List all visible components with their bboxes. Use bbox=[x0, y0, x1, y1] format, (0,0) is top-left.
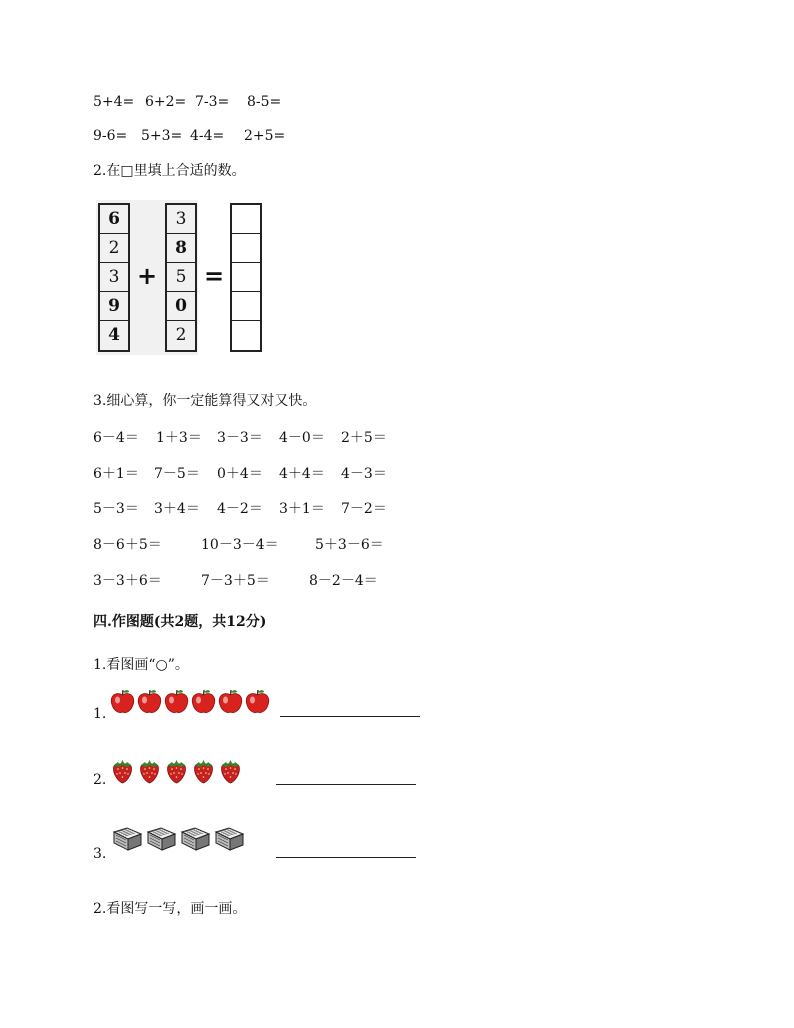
strawberry-icon bbox=[110, 757, 135, 784]
middle-number-column bbox=[165, 203, 197, 352]
equation: 3－3＝ bbox=[217, 430, 263, 446]
q3-row-4 bbox=[93, 536, 413, 554]
number-cell: 3 bbox=[100, 263, 128, 292]
answer-cell[interactable] bbox=[232, 263, 260, 292]
book-icon bbox=[213, 826, 245, 852]
answer-line[interactable] bbox=[276, 857, 416, 858]
answer-column bbox=[230, 203, 262, 352]
equation: 7－3＋5＝ bbox=[201, 573, 270, 589]
q3-row-1 bbox=[93, 429, 413, 447]
apple-icon bbox=[191, 689, 216, 715]
equation: 4＋4＝ bbox=[279, 466, 325, 482]
equation: 8-5= bbox=[247, 94, 282, 110]
equation: 7－2＝ bbox=[341, 501, 387, 517]
equals-sign: = bbox=[204, 262, 225, 290]
answer-cell[interactable] bbox=[232, 321, 260, 350]
equation: 8－2－4＝ bbox=[309, 573, 378, 589]
equation: 3＋1＝ bbox=[279, 501, 325, 517]
q4-1-title: 1.看图画“○”。 bbox=[93, 657, 189, 673]
apple-icon bbox=[245, 689, 270, 715]
number-cell: 9 bbox=[100, 292, 128, 321]
book-icon bbox=[145, 826, 177, 852]
answer-cell[interactable] bbox=[232, 205, 260, 234]
q4-2-title: 2.看图写一写，画一画。 bbox=[93, 901, 247, 917]
number-cell: 4 bbox=[108, 325, 120, 345]
equation: 4－2＝ bbox=[217, 501, 263, 517]
strawberry-icon bbox=[137, 757, 162, 784]
equation: 5＋3－6＝ bbox=[315, 537, 384, 553]
number-cell: 2 bbox=[100, 234, 128, 263]
number-cell: 2 bbox=[175, 325, 187, 345]
equation: 0＋4＝ bbox=[217, 466, 263, 482]
strawberry-icon bbox=[218, 757, 243, 784]
equation: 5－3＝ bbox=[93, 501, 139, 517]
answer-line[interactable] bbox=[276, 784, 416, 785]
apple-icon bbox=[218, 689, 243, 715]
apple-icon bbox=[164, 689, 189, 715]
answer-cell[interactable] bbox=[232, 234, 260, 263]
equation: 7－5＝ bbox=[154, 466, 200, 482]
number-cell: 5 bbox=[167, 263, 195, 292]
left-number-column bbox=[98, 203, 130, 352]
q2-title: 2.在□里填上合适的数。 bbox=[93, 163, 246, 179]
q3-title: 3.细心算，你一定能算得又对又快。 bbox=[93, 393, 317, 409]
equation: 7-3= bbox=[195, 94, 230, 110]
apple-icon bbox=[137, 689, 162, 715]
item-label: 1. bbox=[93, 706, 107, 722]
equation: 2+5= bbox=[244, 128, 286, 144]
apple-icon bbox=[110, 689, 135, 715]
number-cell: 3 bbox=[167, 205, 195, 234]
equation: 8－6＋5＝ bbox=[93, 537, 162, 553]
equation: 6+2= bbox=[145, 94, 187, 110]
equation: 3－3＋6＝ bbox=[93, 573, 162, 589]
q1-row-1 bbox=[93, 93, 393, 111]
item-label: 3. bbox=[93, 846, 107, 862]
equation: 3＋4＝ bbox=[154, 501, 200, 517]
number-cell: 0 bbox=[167, 292, 195, 321]
equation: 6＋1＝ bbox=[93, 466, 139, 482]
equation: 10－3－4＝ bbox=[201, 537, 279, 553]
book-icon bbox=[179, 826, 211, 852]
number-cell: 8 bbox=[167, 234, 195, 263]
strawberry-icon bbox=[164, 757, 189, 784]
book-icon bbox=[111, 826, 143, 852]
equation: 5+3= bbox=[141, 128, 183, 144]
equation: 4－3＝ bbox=[341, 466, 387, 482]
strawberry-icon bbox=[191, 757, 216, 784]
equation: 6－4＝ bbox=[93, 430, 139, 446]
item-label: 2. bbox=[93, 772, 107, 788]
plus-sign: + bbox=[137, 262, 158, 290]
apple-row bbox=[110, 689, 270, 715]
equation: 4-4= bbox=[190, 128, 225, 144]
equation: 5+4= bbox=[93, 94, 135, 110]
answer-cell[interactable] bbox=[232, 292, 260, 321]
equation: 1＋3＝ bbox=[156, 430, 202, 446]
equation: 9-6= bbox=[93, 128, 128, 144]
q3-row-3 bbox=[93, 500, 413, 518]
equation: 4－0＝ bbox=[279, 430, 325, 446]
answer-line[interactable] bbox=[280, 716, 420, 717]
q1-row-2 bbox=[93, 127, 393, 145]
number-cell: 6 bbox=[100, 205, 128, 234]
book-row bbox=[111, 826, 245, 852]
q3-row-5 bbox=[93, 572, 413, 590]
q3-row-2 bbox=[93, 465, 413, 483]
equation: 2＋5＝ bbox=[341, 430, 387, 446]
section-heading: 四.作图题(共2题，共12分) bbox=[93, 614, 267, 630]
strawberry-row bbox=[110, 757, 243, 784]
